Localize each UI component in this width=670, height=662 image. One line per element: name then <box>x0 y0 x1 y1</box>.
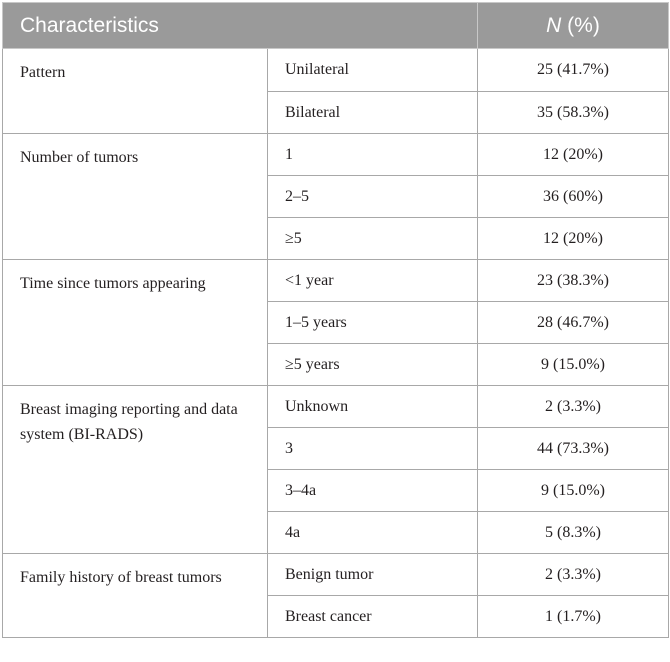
value-cell: 28 (46.7%) <box>478 302 669 344</box>
sub-label: 4a <box>268 512 478 554</box>
header-row <box>3 3 669 49</box>
table-row <box>3 260 669 302</box>
value-cell: 36 (60%) <box>478 176 669 218</box>
group-label-family-history: Family history of breast tumors <box>3 554 268 638</box>
value-cell: 2 (3.3%) <box>478 554 669 596</box>
group-label-number-of-tumors: Number of tumors <box>3 134 268 260</box>
sub-label: 1–5 years <box>268 302 478 344</box>
sub-label: 2–5 <box>268 176 478 218</box>
value-cell: 9 (15.0%) <box>478 344 669 386</box>
group-label-pattern: Pattern <box>3 49 268 134</box>
value-cell: 5 (8.3%) <box>478 512 669 554</box>
table-row <box>3 386 669 428</box>
value-cell: 23 (38.3%) <box>478 260 669 302</box>
characteristics-table <box>2 2 669 638</box>
value-cell: 12 (20%) <box>478 218 669 260</box>
value-cell: 25 (41.7%) <box>478 49 669 92</box>
header-characteristics: Characteristics <box>3 3 478 49</box>
sub-label: Bilateral <box>268 92 478 134</box>
sub-label: Benign tumor <box>268 554 478 596</box>
group-label-bi-rads: Breast imaging reporting and data system (BI-RADS) <box>3 386 268 554</box>
sub-label: 3–4a <box>268 470 478 512</box>
header-n-percent <box>478 3 669 49</box>
sub-label: ≥5 years <box>268 344 478 386</box>
sub-label: 3 <box>268 428 478 470</box>
group-label-time-since-appearing: Time since tumors appearing <box>3 260 268 386</box>
sub-label: ≥5 <box>268 218 478 260</box>
value-cell: 1 (1.7%) <box>478 596 669 638</box>
sub-label: Unilateral <box>268 49 478 92</box>
value-cell: 2 (3.3%) <box>478 386 669 428</box>
value-cell: 9 (15.0%) <box>478 470 669 512</box>
sub-label: Breast cancer <box>268 596 478 638</box>
table-row <box>3 554 669 596</box>
table-body <box>3 49 669 638</box>
header-pct: (%) <box>561 13 600 37</box>
header-n: N <box>546 13 562 37</box>
value-cell: 44 (73.3%) <box>478 428 669 470</box>
value-cell: 12 (20%) <box>478 134 669 176</box>
value-cell: 35 (58.3%) <box>478 92 669 134</box>
table-row <box>3 134 669 176</box>
sub-label: Unknown <box>268 386 478 428</box>
sub-label: <1 year <box>268 260 478 302</box>
sub-label: 1 <box>268 134 478 176</box>
table-row <box>3 49 669 92</box>
